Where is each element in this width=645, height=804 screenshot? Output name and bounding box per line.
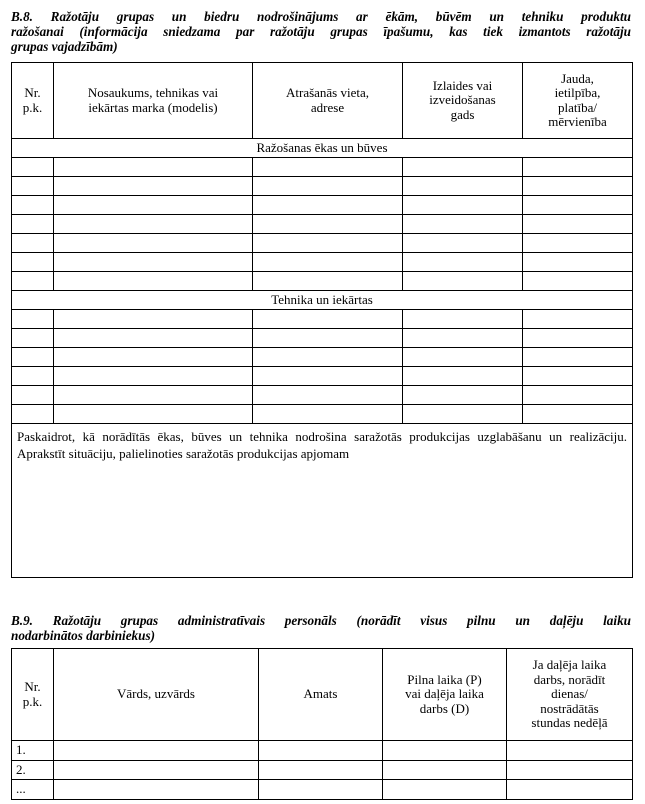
b8-header-name: Nosaukums, tehnikas vai iekārtas marka (modelis) (54, 63, 253, 139)
table-row (12, 272, 633, 291)
table-row (12, 405, 633, 424)
table-row (12, 196, 633, 215)
b9-header-nr: Nr. p.k. (12, 649, 54, 741)
table-row (12, 741, 633, 761)
b9-table (11, 648, 633, 800)
b8-header-nr: Nr. p.k. (12, 63, 54, 139)
b8-section-buildings: Ražošanas ēkas un būves (12, 139, 633, 158)
table-row (12, 329, 633, 348)
row-number: ... (12, 780, 54, 800)
b8-heading (11, 9, 631, 54)
b9-heading-line: B.9. Ražotāju grupas administratīvais personāls (norādīt visus pilnu un daļēju laiku (11, 613, 631, 628)
b8-header-capacity: Jauda, ietilpība, platība/ mērvienība (523, 63, 633, 139)
b8-heading-line: ražošanai (informācija sniedzama par ražotāju grupas īpašumu, kas tiek izmantots ražotāju (11, 24, 631, 39)
b9-heading-line: nodarbinātos darbiniekus) (11, 628, 156, 643)
table-row (12, 215, 633, 234)
b8-header-row (12, 63, 633, 139)
b9-heading (11, 613, 631, 643)
table-row (12, 780, 633, 800)
table-row (12, 253, 633, 272)
row-number: 1. (12, 741, 54, 761)
row-number: 2. (12, 760, 54, 780)
b8-header-year: Izlaides vai izveidošanas gads (403, 63, 523, 139)
table-row (12, 386, 633, 405)
b8-header-location: Atrašanās vieta, adrese (253, 63, 403, 139)
b9-header-row (12, 649, 633, 741)
table-row (12, 348, 633, 367)
b8-table (11, 62, 633, 578)
b9-header-name: Vārds, uzvārds (54, 649, 259, 741)
b9-header-type: Pilna laika (P) vai daļēja laika darbs (D) (383, 649, 507, 741)
table-row (12, 760, 633, 780)
b8-section-equipment: Tehnika un iekārtas (12, 291, 633, 310)
table-row (12, 177, 633, 196)
b8-heading-line: grupas vajadzībām) (11, 39, 118, 54)
table-row (12, 234, 633, 253)
b8-heading-line: B.8. Ražotāju grupas un biedru nodrošinājums ar ēkām, būvēm un tehniku produktu (11, 9, 631, 24)
b9-header-position: Amats (259, 649, 383, 741)
table-row (12, 367, 633, 386)
table-row (12, 310, 633, 329)
table-row (12, 158, 633, 177)
b8-note[interactable]: Paskaidrot, kā norādītās ēkas, būves un tehnika nodrošina saražotās produkcijas uzglabāšanu un realizāciju. Aprakstīt situāciju, palielinoties saražotās produkcijas apjomam (12, 424, 633, 578)
b9-header-part-days: Ja daļēja laika darbs, norādīt dienas/ nostrādātās stundas nedēļā (507, 649, 633, 741)
